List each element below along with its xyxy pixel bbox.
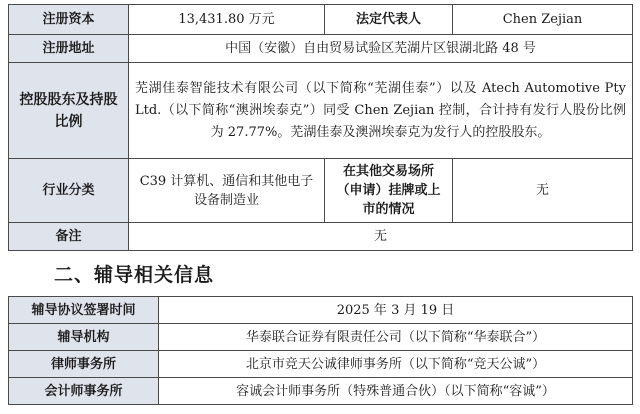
other-listing-label: 在其他交易场所（申请）挂牌或上市的情况 (325, 159, 453, 223)
reg-capital-label: 注册资本 (9, 5, 129, 35)
table-row (9, 223, 633, 251)
table-row (9, 351, 633, 378)
remarks-value: 无 (129, 223, 633, 251)
agreement-date-value: 2025 年 3 月 19 日 (159, 297, 633, 324)
legal-rep-label: 法定代表人 (325, 5, 453, 35)
reg-address-value: 中国（安徽）自由贸易试验区芜湖片区银湖北路 48 号 (129, 35, 633, 63)
reg-address-label: 注册地址 (9, 35, 129, 63)
law-firm-label: 律师事务所 (9, 351, 159, 378)
section-title: 二、辅导相关信息 (54, 264, 215, 286)
accounting-firm-value: 容诚会计师事务所（特殊普通合伙）（以下简称“容诚”） (159, 378, 633, 405)
table-row (9, 63, 633, 159)
table-row (9, 35, 633, 63)
industry-value: C39 计算机、通信和其他电子设备制造业 (129, 159, 325, 223)
controlling-shareholder-label: 控股股东及持股比例 (9, 63, 129, 159)
other-listing-value: 无 (453, 159, 633, 223)
agreement-date-label: 辅导协议签署时间 (9, 297, 159, 324)
table-row (9, 159, 633, 223)
table-row (9, 324, 633, 351)
legal-rep-value: Chen Zejian (453, 5, 633, 35)
table-row (9, 5, 633, 35)
basic-info-table (8, 4, 633, 251)
table-row (9, 297, 633, 324)
controlling-shareholder-value: 芜湖佳泰智能技术有限公司（以下简称“芜湖佳泰”）以及 Atech Automotive Pty Ltd.（以下简称“澳洲埃泰克”）同受 Chen Zejian 控制，合计持有发行人股份比例为 27.77%。芜湖佳泰及澳洲埃泰克为发行人的控股股东。 (129, 63, 633, 159)
accounting-firm-label: 会计师事务所 (9, 378, 159, 405)
reg-capital-value: 13,431.80 万元 (129, 5, 325, 35)
tutoring-info-table (8, 296, 633, 405)
industry-label: 行业分类 (9, 159, 129, 223)
tutoring-institution-label: 辅导机构 (9, 324, 159, 351)
table-row (9, 378, 633, 405)
law-firm-value: 北京市竞天公诚律师事务所（以下简称“竞天公诚”） (159, 351, 633, 378)
remarks-label: 备注 (9, 223, 129, 251)
tutoring-institution-value: 华泰联合证券有限责任公司（以下简称“华泰联合”） (159, 324, 633, 351)
